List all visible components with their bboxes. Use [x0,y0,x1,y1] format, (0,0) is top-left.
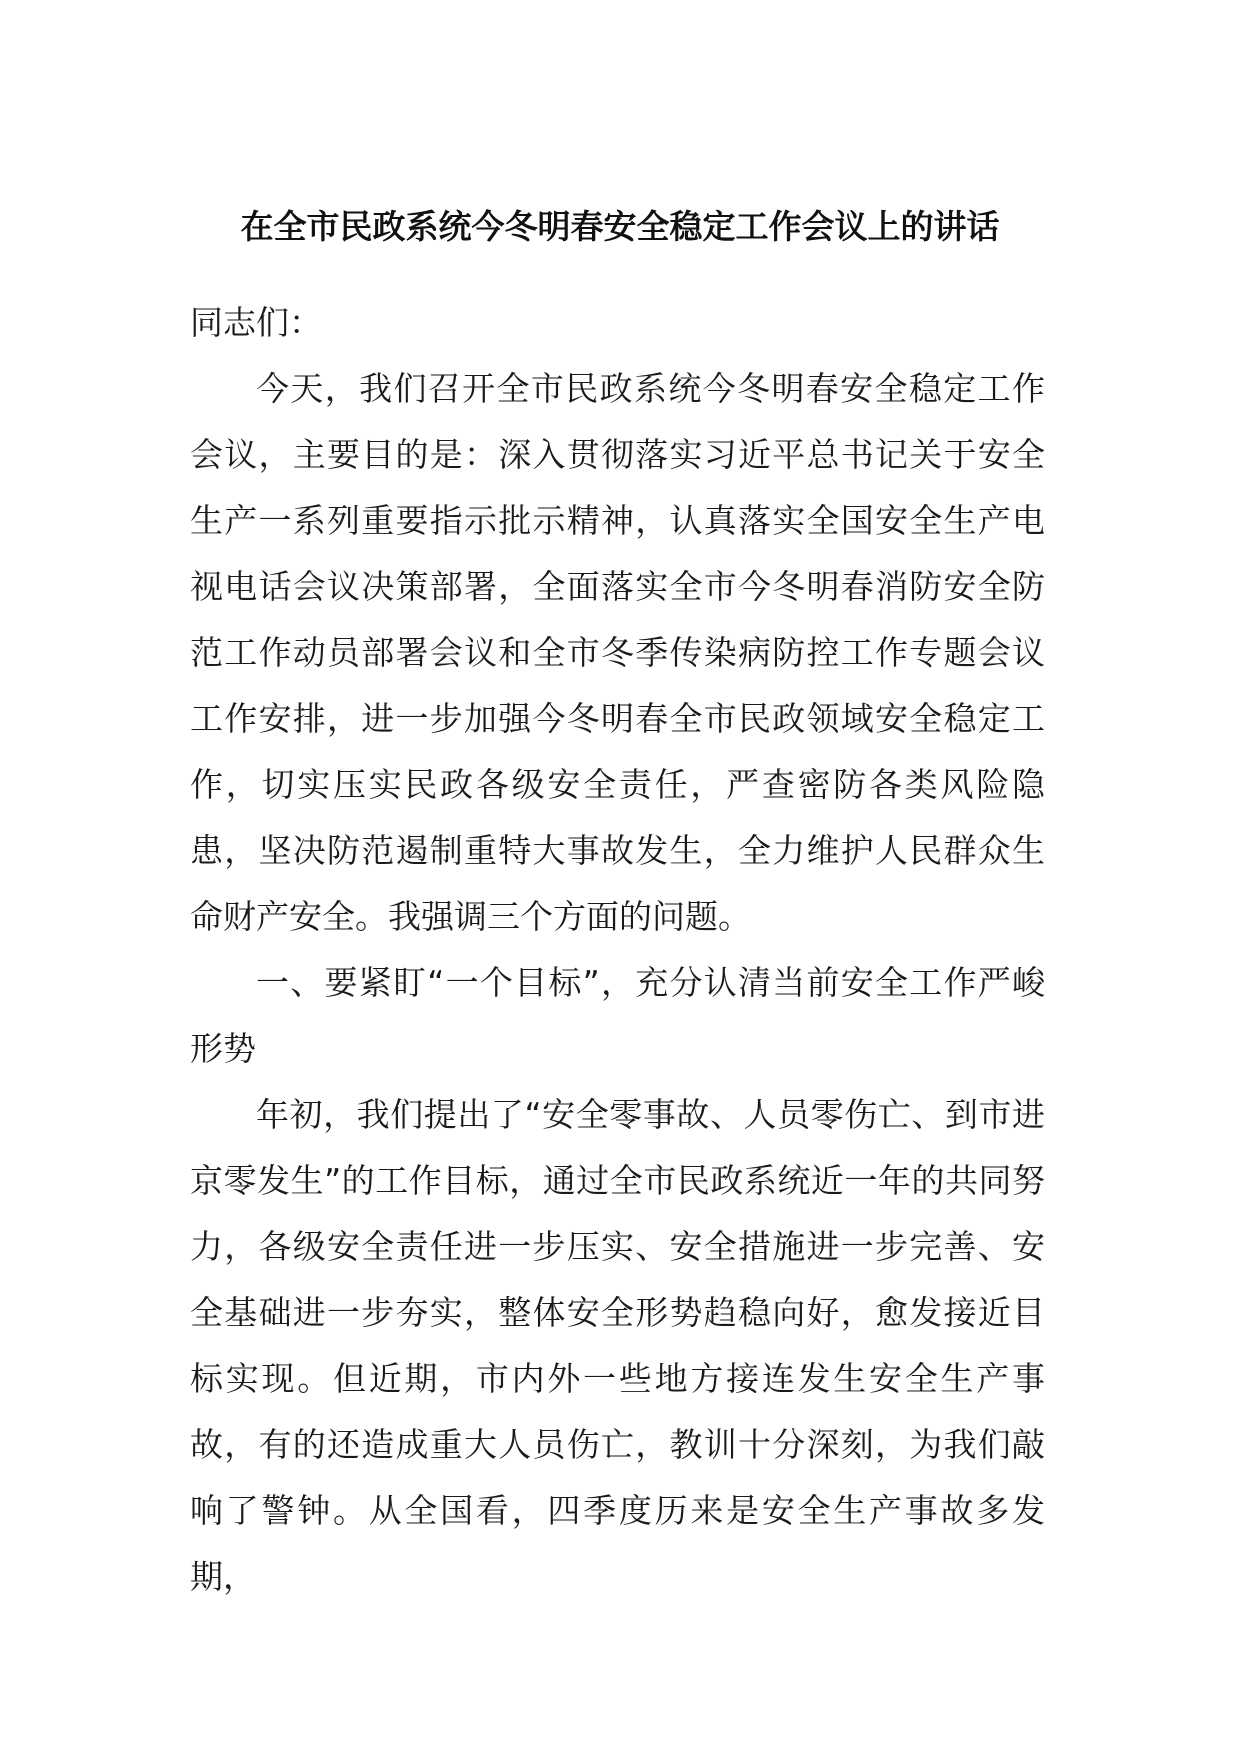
salutation: 同志们： [190,303,322,342]
paragraph-section-1: 年初，我们提出了“安全零事故、人员零伤亡、到市进京零发生”的工作目标，通过全市民政系统近一年的共同努力，各级安全责任进一步压实、安全措施进一步完善、安全基础进一步夯实，整体安全形势趋稳向好，愈发接近目标实现。但近期，市内外一些地方接连发生安全生产事故，有的还造成重大人员伤亡，教训十分深刻，为我们敲响了警钟。从全国看，四季度历来是安全生产事故多发期， [190,1095,1045,1596]
section-heading-1: 一、要紧盯“一个目标”，充分认清当前安全工作严峻形势 [190,963,1045,1068]
paragraph-intro: 今天，我们召开全市民政系统今冬明春安全稳定工作会议，主要目的是：深入贯彻落实习近平总书记关于安全生产一系列重要指示批示精神，认真落实全国安全生产电视电话会议决策部署，全面落实全市今冬明春消防安全防范工作动员部署会议和全市冬季传染病防控工作专题会议工作安排，进一步加强今冬明春全市民政领域安全稳定工作，切实压实民政各级安全责任，严查密防各类风险隐患，坚决防范遏制重特大事故发生，全力维护人民群众生命财产安全。我强调三个方面的问题。 [190,369,1045,936]
document-title: 在全市民政系统今冬明春安全稳定工作会议上的讲话 [240,207,1000,246]
document-body [190,290,1045,1610]
